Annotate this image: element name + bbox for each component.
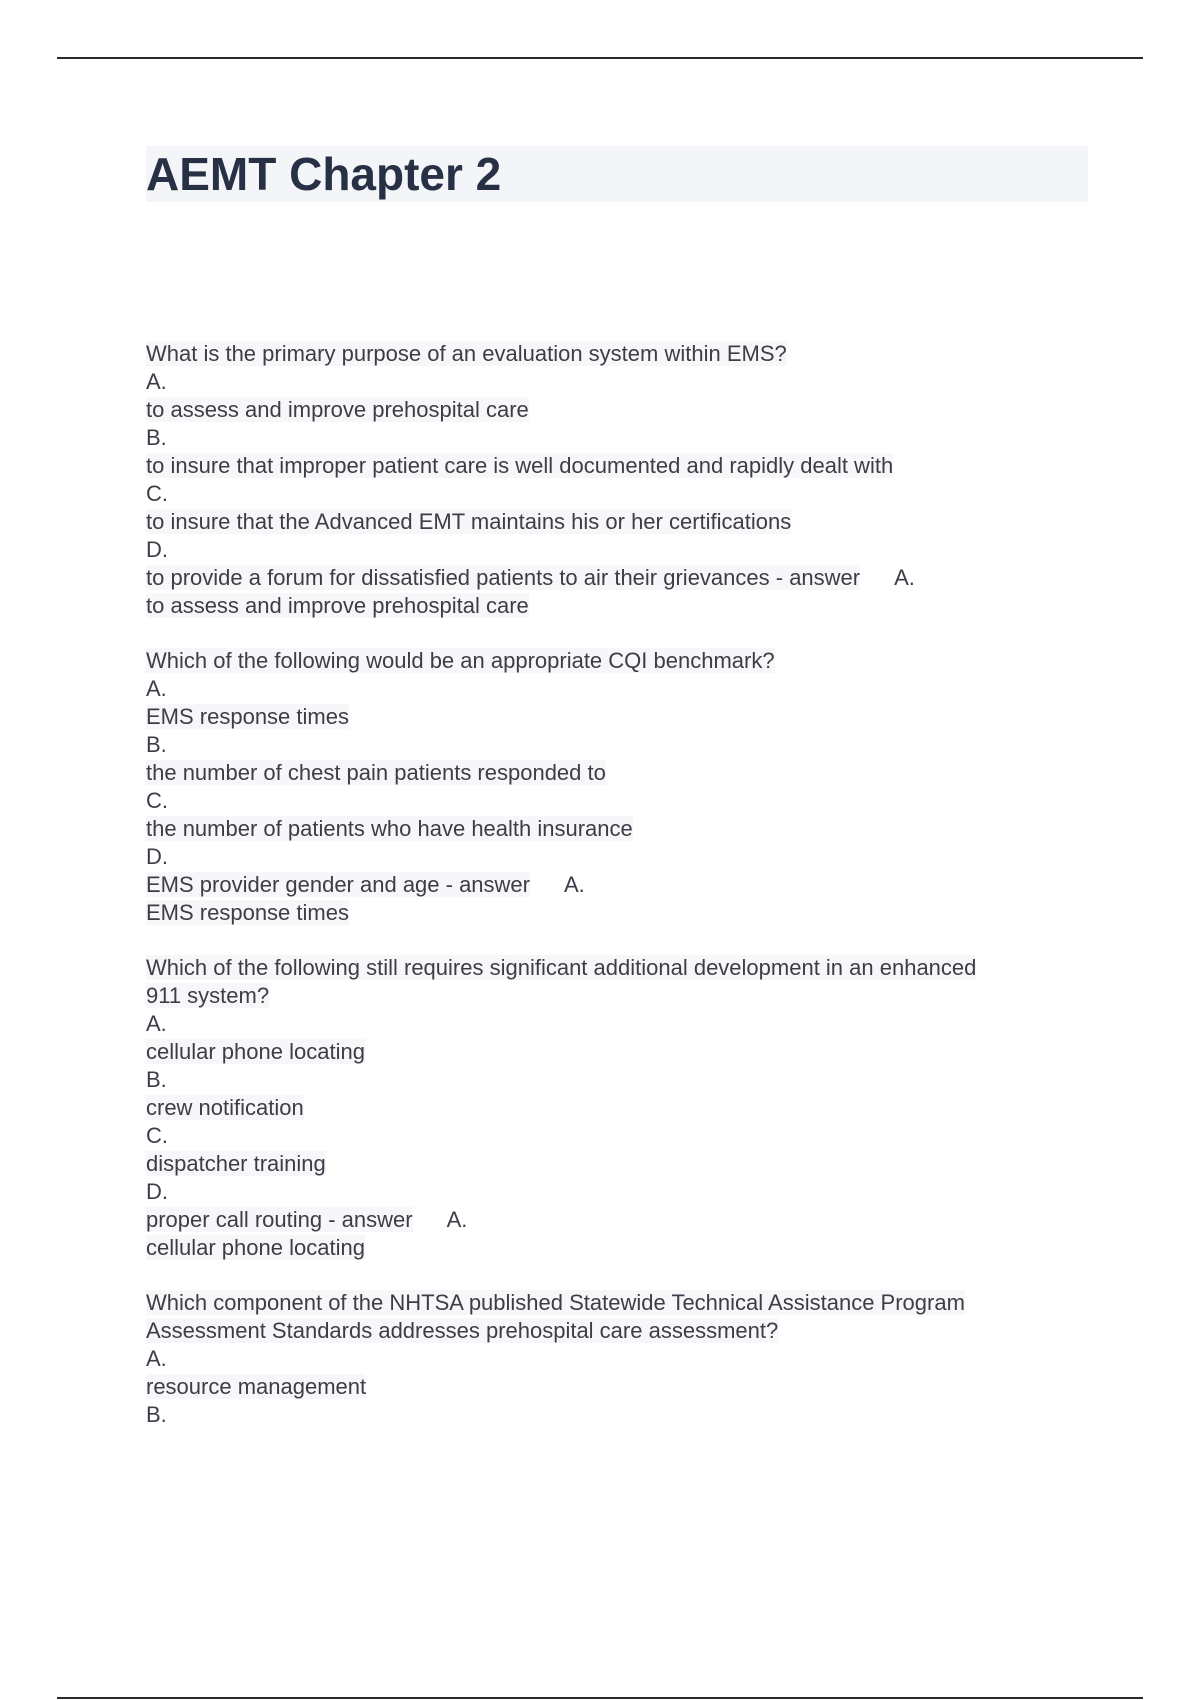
question-1 [146, 340, 1066, 620]
option-text [146, 1094, 1066, 1122]
option-letter: D. [146, 1179, 168, 1204]
option-text-span: dispatcher training [146, 1151, 326, 1176]
option-text-span: to provide a forum for dissatisfied patients to air their grievances - answer [146, 565, 861, 590]
option-letter: C. [146, 788, 168, 813]
answer-text-span: EMS response times [146, 900, 349, 925]
question-stem [146, 982, 1066, 1010]
option-text [146, 703, 1066, 731]
stem-line: Which of the following still requires significant additional development in an enhanced [146, 955, 977, 980]
option-text-with-answer [146, 1206, 1066, 1234]
option-letter: A. [146, 369, 167, 394]
option-letter: B. [146, 425, 167, 450]
footer-rule [57, 1697, 1143, 1699]
question-stem [146, 1289, 1066, 1317]
question-stem [146, 1317, 1066, 1345]
answer-text-span: to assess and improve prehospital care [146, 593, 529, 618]
answer-letter: A. [564, 872, 585, 897]
option-text [146, 452, 1066, 480]
option-text-span: proper call routing - answer [146, 1207, 413, 1232]
option-text-with-answer [146, 564, 1066, 592]
answer-text [146, 899, 1066, 927]
question-stem [146, 647, 1066, 675]
option-letter: B. [146, 732, 167, 757]
stem-line: Which of the following would be an appropriate CQI benchmark? [146, 648, 775, 673]
question-4 [146, 1289, 1066, 1429]
stem-line: What is the primary purpose of an evaluation system within EMS? [146, 341, 787, 366]
option-text [146, 1038, 1066, 1066]
header-rule [57, 57, 1143, 59]
option-text-span: EMS provider gender and age - answer [146, 872, 530, 897]
option-text-span: EMS response times [146, 704, 349, 729]
option-text [146, 1150, 1066, 1178]
option-text-span: to insure that improper patient care is well documented and rapidly dealt with [146, 453, 894, 478]
option-text [146, 1373, 1066, 1401]
stem-line: Which component of the NHTSA published Statewide Technical Assistance Program [146, 1290, 965, 1315]
page-title: AEMT Chapter 2 [146, 148, 502, 200]
option-text-span: the number of chest pain patients responded to [146, 760, 606, 785]
stem-line: Assessment Standards addresses prehospital care assessment? [146, 1318, 779, 1343]
option-text-span: cellular phone locating [146, 1039, 365, 1064]
option-text [146, 815, 1066, 843]
option-text-with-answer [146, 871, 1066, 899]
option-letter: D. [146, 537, 168, 562]
option-text-span: resource management [146, 1374, 367, 1399]
option-letter: C. [146, 1123, 168, 1148]
question-list [146, 340, 1066, 1456]
option-letter: D. [146, 844, 168, 869]
answer-letter: A. [894, 565, 915, 590]
option-text-span: to assess and improve prehospital care [146, 397, 529, 422]
option-letter: A. [146, 1011, 167, 1036]
option-text-span: crew notification [146, 1095, 304, 1120]
answer-letter: A. [446, 1207, 468, 1232]
answer-text-span: cellular phone locating [146, 1235, 365, 1260]
option-letter: C. [146, 481, 168, 506]
answer-text [146, 1234, 1066, 1262]
option-text [146, 396, 1066, 424]
question-3 [146, 954, 1066, 1262]
option-text-span: the number of patients who have health insurance [146, 816, 633, 841]
option-text-span: to insure that the Advanced EMT maintains his or her certifications [146, 509, 792, 534]
option-letter: A. [146, 1346, 167, 1371]
answer-text [146, 592, 1066, 620]
stem-line: 911 system? [146, 983, 270, 1008]
option-text [146, 759, 1066, 787]
question-stem [146, 954, 1066, 982]
question-stem [146, 340, 1066, 368]
option-text [146, 508, 1066, 536]
option-letter: A. [146, 676, 167, 701]
option-letter: B. [146, 1067, 167, 1092]
question-2 [146, 647, 1066, 927]
option-letter: B. [146, 1402, 167, 1427]
